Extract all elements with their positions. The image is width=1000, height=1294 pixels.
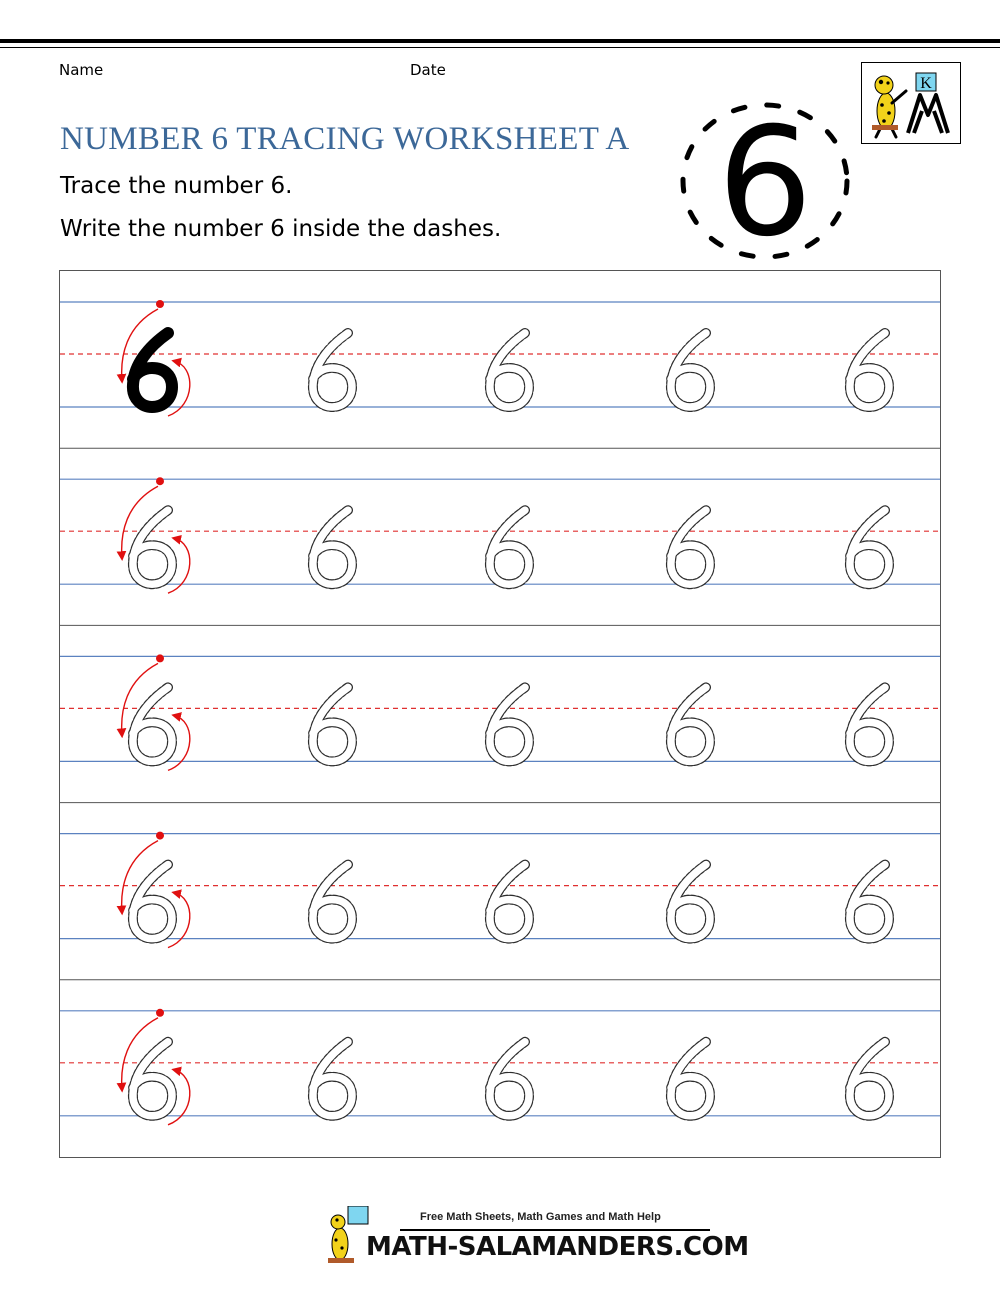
featured-digit-glyph: 6 [717, 95, 813, 270]
dashed-six-fill [850, 333, 889, 407]
dashed-six-fill [671, 510, 710, 584]
dashed-six-fill [313, 687, 352, 761]
practice-row [60, 625, 940, 770]
dashed-six-fill [133, 1042, 172, 1116]
start-dot-icon [156, 1009, 164, 1017]
name-label: Name [59, 61, 104, 79]
practice-grid [59, 270, 941, 1158]
dashed-six-fill [133, 687, 172, 761]
practice-row [60, 980, 940, 1125]
top-thin-rule [0, 47, 1000, 48]
practice-row [60, 300, 940, 416]
start-dot-icon [156, 300, 164, 308]
instruction-trace: Trace the number 6. [60, 173, 293, 199]
salamander-logo [861, 62, 961, 144]
footer-tagline: Free Math Sheets, Math Games and Math Help [420, 1211, 661, 1223]
start-dot-icon [156, 477, 164, 485]
dashed-six-fill [490, 333, 529, 407]
dashed-six-fill [313, 865, 352, 939]
dashed-six-fill [313, 1042, 352, 1116]
dashed-six-fill [671, 865, 710, 939]
practice-row [60, 803, 940, 948]
dashed-six-fill [490, 865, 529, 939]
dashed-six-fill [671, 333, 710, 407]
dashed-six-fill [490, 687, 529, 761]
featured-digit [665, 95, 865, 270]
dashed-six-fill [671, 1042, 710, 1116]
dashed-six-fill [313, 510, 352, 584]
footer-rule [400, 1229, 710, 1231]
dashed-six-fill [850, 510, 889, 584]
start-dot-icon [156, 832, 164, 840]
dashed-six-fill [850, 865, 889, 939]
dashed-six-fill [133, 865, 172, 939]
page-title: NUMBER 6 TRACING WORKSHEET A [60, 121, 630, 157]
solid-six-glyph [133, 333, 172, 407]
dashed-six-fill [490, 1042, 529, 1116]
practice-lines [60, 271, 940, 1157]
instruction-write: Write the number 6 inside the dashes. [60, 216, 502, 242]
dashed-six-fill [490, 510, 529, 584]
footer-site-name: MATH-SALAMANDERS.COM [366, 1232, 749, 1262]
top-thick-rule [0, 39, 1000, 43]
dashed-six-fill [850, 687, 889, 761]
dashed-six-fill [133, 510, 172, 584]
practice-row [60, 448, 940, 593]
logo-badge-letter: K [920, 75, 932, 92]
dashed-six-fill [671, 687, 710, 761]
dashed-six-fill [850, 1042, 889, 1116]
date-label: Date [410, 61, 446, 79]
start-dot-icon [156, 654, 164, 662]
dashed-six-fill [313, 333, 352, 407]
salamander-k-icon [862, 63, 959, 142]
footer-salamander-icon [326, 1206, 370, 1268]
